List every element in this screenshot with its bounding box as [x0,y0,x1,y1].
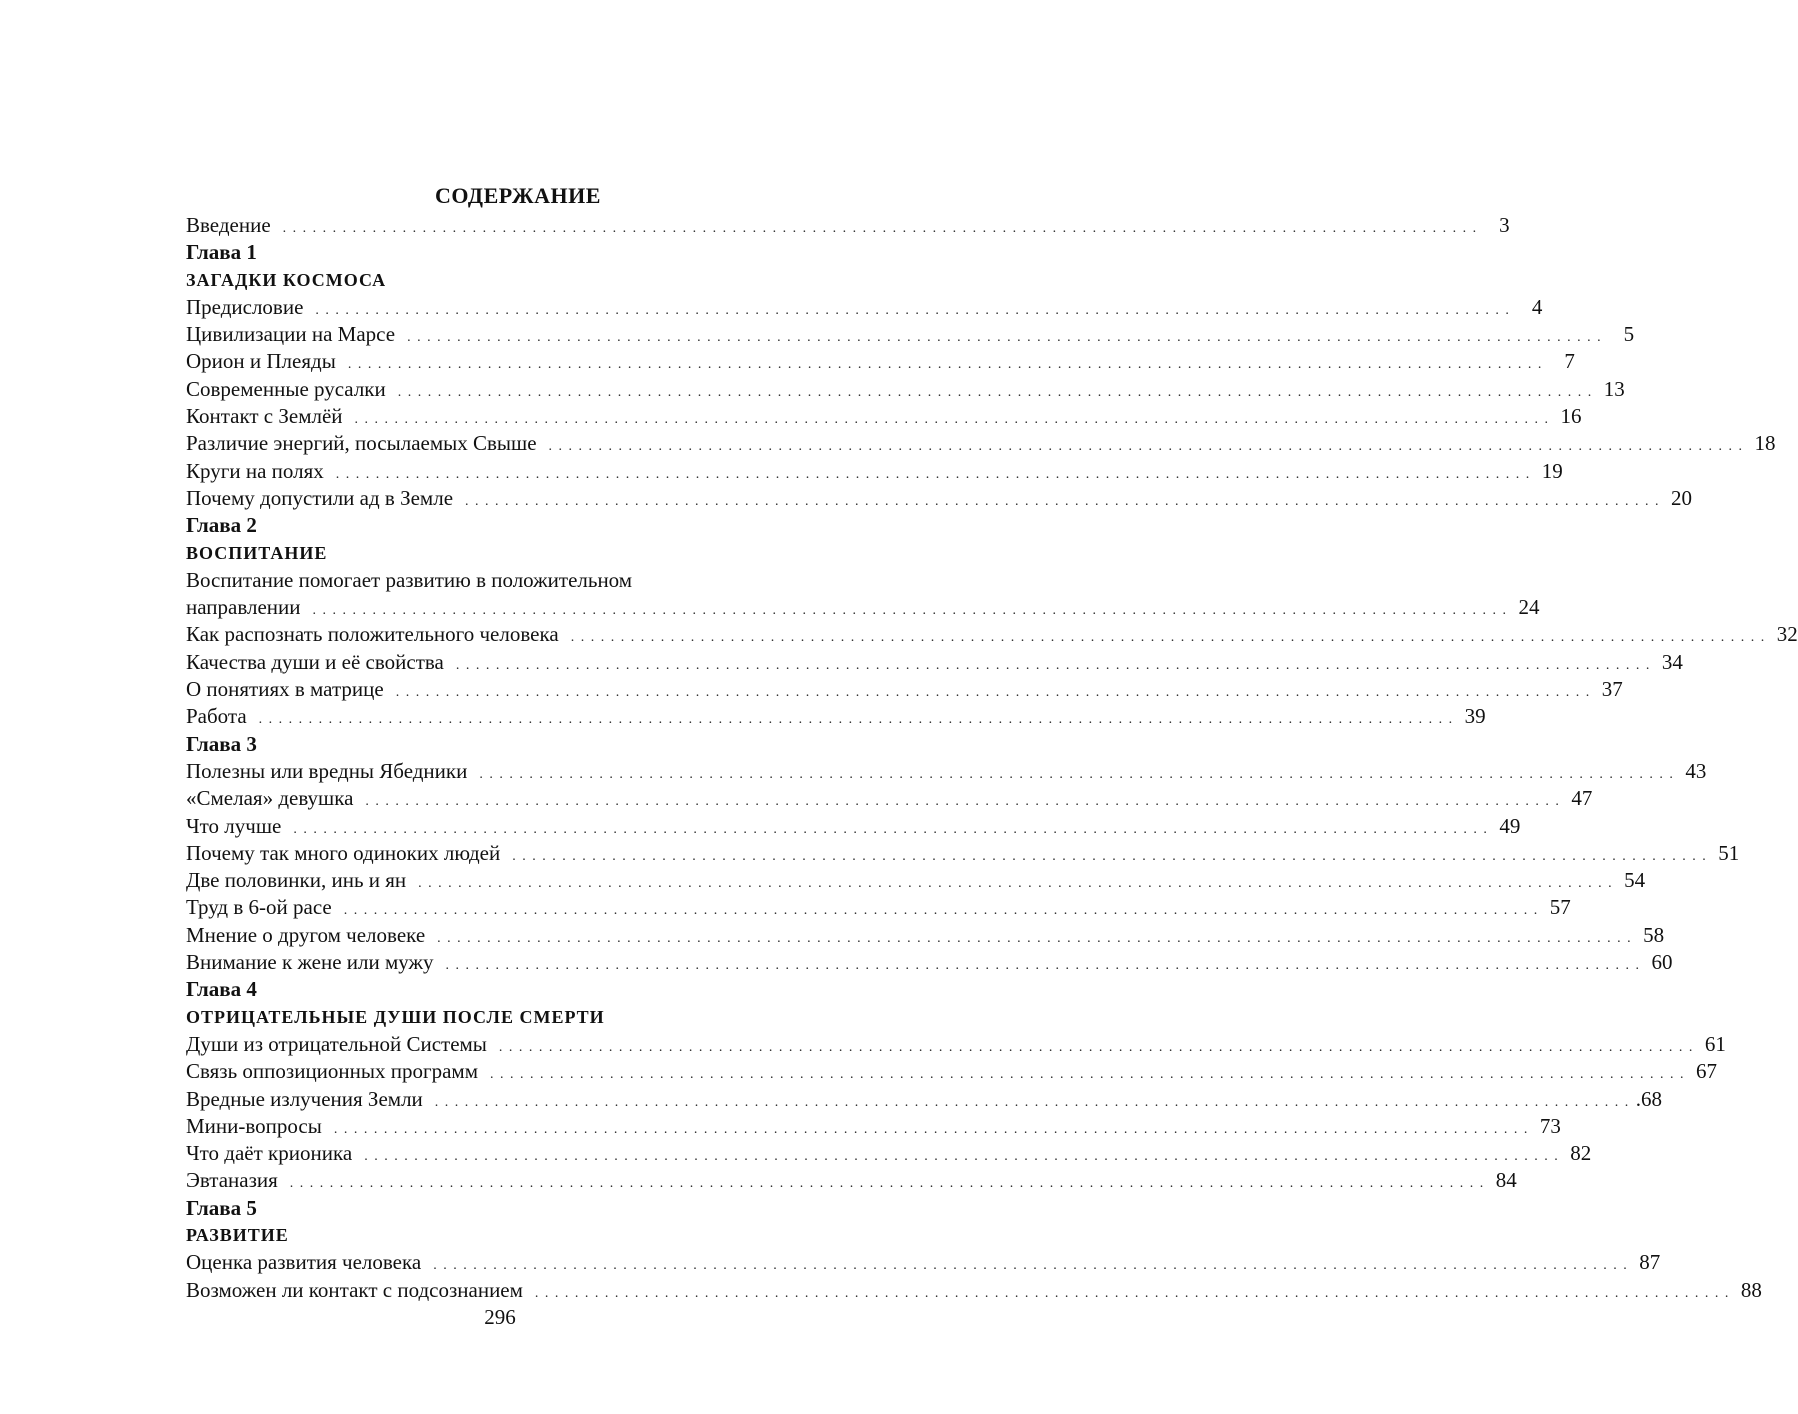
toc-entry-page: 60 [1651,950,1673,975]
toc-entry-label: Круги на полях [186,458,324,483]
toc-entry [186,1167,1517,1194]
toc-entry-page: 47 [1571,786,1593,811]
toc-entry-page: 13 [1603,376,1625,401]
toc-entry-page: 20 [1671,485,1693,510]
toc-entry [186,894,1571,921]
toc-heading: СОДЕРЖАНИЕ [435,183,601,208]
dot-leader: . . . . . . . . . . . . . . . . . . . . . . . . . . . . . . . . . . . . . . . . . . . . . . . . . . . . . . . . . . . . . . . . . . . . . . . . . . . . . . . . . . . . . . . . . . . . . . . . . . . . . . . . . . . . . . . . . . . . . . . . [434,1094,1630,1110]
chapter-heading [186,976,840,1003]
dot-leader: . . . . . . . . . . . . . . . . . . . . . . . . . . . . . . . . . . . . . . . . . . . . . . . . . . . . . . . . . . . . . . . . . . . . . . . . . . . . . . . . . . . . . . . . . . . . . . . . . . . . . . . . . . . . . . . . . . . . . . . . [347,357,1543,373]
toc-entry-label: РАЗВИТИЕ [186,1224,289,1245]
chapter-title [186,540,840,567]
toc-entry [186,594,1540,621]
toc-entry [186,212,1510,239]
dot-leader: . . . . . . . . . . . . . . . . . . . . . . . . . . . . . . . . . . . . . . . . . . . . . . . . . . . . . . . . . . . . . . . . . . . . . . . . . . . . . . . . . . . . . . . . . . . . . . . . . . . . . . . . . . . . . . . . . . . . . . . . [282,221,1478,236]
toc-entry-label: Мнение о другом человеке [186,922,426,947]
toc-entry-page: 7 [1564,349,1575,374]
toc-entry-label: ВОСПИТАНИЕ [186,542,328,563]
toc-entry-label: Мини-вопросы [186,1113,322,1138]
dot-leader: . . . . . . . . . . . . . . . . . . . . . . . . . . . . . . . . . . . . . . . . . . . . . . . . . . . . . . . . . . . . . . . . . . . . . . . . . . . . . . . . . . . . . . . . . . . . . . . . . . . . . . . . . . . . . . . . . . . . . . . . [315,302,1511,318]
dot-leader: . . . . . . . . . . . . . . . . . . . . . . . . . . . . . . . . . . . . . . . . . . . . . . . . . . . . . . . . . . . . . . . . . . . . . . . . . . . . . . . . . . . . . . . . . . . . . . . . . . . . . . . . . . . . . . . . . . . . . . . . [479,766,1675,782]
toc-entry [186,785,1593,812]
dot-leader: . . . . . . . . . . . . . . . . . . . . . . . . . . . . . . . . . . . . . . . . . . . . . . . . . . . . . . . . . . . . . . . . . . . . . . . . . . . . . . . . . . . . . . . . . . . . . . . . . . . . . . . . . . . . . . . . . . . . . . . . [365,794,1561,810]
toc-entry [186,949,1673,976]
toc-entry [186,567,840,594]
toc-entry [186,321,1635,348]
dot-leader: . . . . . . . . . . . . . . . . . . . . . . . . . . . . . . . . . . . . . . . . . . . . . . . . . . . . . . . . . . . . . . . . . . . . . . . . . . . . . . . . . . . . . . . . . . . . . . . . . . . . . . . . . . . . . . . . . . . . . . . . [407,330,1603,346]
toc-entry-page: 18 [1754,431,1776,456]
page-number: 296 [484,1305,516,1329]
table-of-contents [186,180,1798,1304]
toc-entry-label: Контакт с Землёй [186,404,343,429]
toc-entry-page: 16 [1560,404,1582,429]
toc-entry [186,458,1563,485]
toc-entry-page: 49 [1499,813,1521,838]
toc-list [186,212,1798,1304]
toc-entry-label: Почему так много одиноких людей [186,840,501,865]
toc-entry-label: направлении [186,595,301,620]
dot-leader: . . . . . . . . . . . . . . . . . . . . . . . . . . . . . . . . . . . . . . . . . . . . . . . . . . . . . . . . . . . . . . . . . . . . . . . . . . . . . . . . . . . . . . . . . . . . . . . . . . . . . . . . . . . . . . . . . . . . . . . . [445,958,1641,974]
toc-entry [186,1249,1661,1276]
chapter-title [186,1222,840,1249]
toc-entry [186,758,1707,785]
toc-entry-label: Оценка развития человека [186,1250,422,1275]
toc-entry-page: 57 [1549,895,1571,920]
toc-entry [186,813,1521,840]
dot-leader: . . . . . . . . . . . . . . . . . . . . . . . . . . . . . . . . . . . . . . . . . . . . . . . . . . . . . . . . . . . . . . . . . . . . . . . . . . . . . . . . . . . . . . . . . . . . . . . . . . . . . . . . . . . . . . . . . . . . . . . . [343,903,1539,919]
toc-entry [186,922,1665,949]
toc-entry-label: Воспитание помогает развитию в положительном [186,567,633,592]
toc-entry-label: Как распознать положительного человека [186,622,559,647]
toc-entry-page: 3 [1499,213,1510,237]
toc-entry [186,649,1683,676]
toc-entry-page: 67 [1696,1059,1718,1084]
toc-entry-label: Работа [186,704,247,729]
toc-entry-label: Труд в 6-ой расе [186,895,332,920]
toc-entry-page: 34 [1661,649,1683,674]
toc-entry-page: 61 [1704,1031,1726,1056]
toc-entry-page: 19 [1541,458,1563,483]
toc-entry-label: Возможен ли контакт с подсознанием [186,1277,523,1302]
toc-entry-page: 4 [1531,294,1543,319]
toc-entry [186,485,1693,512]
toc-entry-label: Эвтаназия [186,1168,278,1193]
toc-entry [186,1113,1561,1140]
dot-leader: . . . . . . . . . . . . . . . . . . . . . . . . . . . . . . . . . . . . . . . . . . . . . . . . . . . . . . . . . . . . . . . . . . . . . . . . . . . . . . . . . . . . . . . . . . . . . . . . . . . . . . . . . . . . . . . . . . . . . . . . [455,657,1651,673]
dot-leader: . . . . . . . . . . . . . . . . . . . . . . . . . . . . . . . . . . . . . . . . . . . . . . . . . . . . . . . . . . . . . . . . . . . . . . . . . . . . . . . . . . . . . . . . . . . . . . . . . . . . . . . . . . . . . . . . . . . . . . . . [312,603,1508,619]
toc-entry-page: 37 [1601,677,1623,702]
dot-leader: . . . . . . . . . . . . . . . . . . . . . . . . . . . . . . . . . . . . . . . . . . . . . . . . . . . . . . . . . . . . . . . . . . . . . . . . . . . . . . . . . . . . . . . . . . . . . . . . . . . . . . . . . . . . . . . . . . . . . . . . [395,685,1591,701]
toc-entry-label: Две половинки, инь и ян [186,868,407,893]
dot-leader: . . . . . . . . . . . . . . . . . . . . . . . . . . . . . . . . . . . . . . . . . . . . . . . . . . . . . . . . . . . . . . . . . . . . . . . . . . . . . . . . . . . . . . . . . . . . . . . . . . . . . . . . . . . . . . . . . . . . . . . . [333,1121,1529,1137]
dot-leader: . . . . . . . . . . . . . . . . . . . . . . . . . . . . . . . . . . . . . . . . . . . . . . . . . . . . . . . . . . . . . . . . . . . . . . . . . . . . . . . . . . . . . . . . . . . . . . . . . . . . . . . . . . . . . . . . . . . . . . . . [570,630,1766,646]
toc-entry [186,867,1646,894]
chapter-heading [186,1195,840,1222]
toc-entry-label: Полезны или вредны Ябедники [186,758,468,783]
toc-entry-label: Глава 3 [186,731,257,756]
toc-entry-label: Глава 5 [186,1195,257,1220]
dot-leader: . . . . . . . . . . . . . . . . . . . . . . . . . . . . . . . . . . . . . . . . . . . . . . . . . . . . . . . . . . . . . . . . . . . . . . . . . . . . . . . . . . . . . . . . . . . . . . . . . . . . . . . . . . . . . . . . . . . . . . . . [335,466,1531,482]
toc-entry [186,621,1798,648]
toc-entry-page: 54 [1624,868,1646,893]
toc-entry-label: Глава 1 [186,240,257,265]
toc-entry-page: 32 [1776,622,1798,647]
chapter-heading [186,239,840,266]
toc-entry-page: 43 [1685,758,1707,783]
toc-entry-label: Связь оппозиционных программ [186,1059,479,1084]
toc-entry-label: ОТРИЦАТЕЛЬНЫЕ ДУШИ ПОСЛЕ СМЕРТИ [186,1006,605,1027]
toc-entry [186,1058,1718,1085]
dot-leader: . . . . . . . . . . . . . . . . . . . . . . . . . . . . . . . . . . . . . . . . . . . . . . . . . . . . . . . . . . . . . . . . . . . . . . . . . . . . . . . . . . . . . . . . . . . . . . . . . . . . . . . . . . . . . . . . . . . . . . . . [364,1149,1560,1165]
toc-entry [186,840,1740,867]
dot-leader: . . . . . . . . . . . . . . . . . . . . . . . . . . . . . . . . . . . . . . . . . . . . . . . . . . . . . . . . . . . . . . . . . . . . . . . . . . . . . . . . . . . . . . . . . . . . . . . . . . . . . . . . . . . . . . . . . . . . . . . . [433,1258,1629,1274]
toc-entry [186,403,1582,430]
dot-leader: . . . . . . . . . . . . . . . . . . . . . . . . . . . . . . . . . . . . . . . . . . . . . . . . . . . . . . . . . . . . . . . . . . . . . . . . . . . . . . . . . . . . . . . . . . . . . . . . . . . . . . . . . . . . . . . . . . . . . . . . [437,930,1633,946]
chapter-title [186,1004,840,1031]
dot-leader: . . . . . . . . . . . . . . . . . . . . . . . . . . . . . . . . . . . . . . . . . . . . . . . . . . . . . . . . . . . . . . . . . . . . . . . . . . . . . . . . . . . . . . . . . . . . . . . . . . . . . . . . . . . . . . . . . . . . . . . . [512,848,1708,864]
toc-entry-page: 84 [1495,1168,1517,1193]
toc-entry-label: Почему допустили ад в Земле [186,485,454,510]
toc-entry-label: Глава 4 [186,977,257,1002]
toc-entry-page: 88 [1740,1277,1762,1302]
toc-entry-label: «Смелая» девушка [186,786,354,811]
toc-entry-label: О понятиях в матрице [186,677,384,702]
toc-entry [186,1140,1592,1167]
chapter-heading [186,512,840,539]
dot-leader: . . . . . . . . . . . . . . . . . . . . . . . . . . . . . . . . . . . . . . . . . . . . . . . . . . . . . . . . . . . . . . . . . . . . . . . . . . . . . . . . . . . . . . . . . . . . . . . . . . . . . . . . . . . . . . . . . . . . . . . . [498,1039,1694,1055]
toc-entry-page: 82 [1570,1141,1592,1166]
toc-entry-label: Цивилизации на Марсе [186,322,396,347]
toc-entry-page: 39 [1464,704,1486,729]
toc-entry-page: 5 [1623,322,1635,347]
toc-entry-label: ЗАГАДКИ КОСМОСА [186,269,387,290]
toc-entry-label: Различие энергий, посылаемых Свыше [186,431,537,456]
toc-entry [186,1031,1726,1058]
dot-leader: . . . . . . . . . . . . . . . . . . . . . . . . . . . . . . . . . . . . . . . . . . . . . . . . . . . . . . . . . . . . . . . . . . . . . . . . . . . . . . . . . . . . . . . . . . . . . . . . . . . . . . . . . . . . . . . . . . . . . . . . [418,876,1614,892]
chapter-title [186,267,840,294]
toc-entry-page: 58 [1643,922,1665,947]
toc-entry-label: Что лучше [186,813,282,838]
toc-entry-label: Глава 2 [186,513,257,538]
dot-leader: . . . . . . . . . . . . . . . . . . . . . . . . . . . . . . . . . . . . . . . . . . . . . . . . . . . . . . . . . . . . . . . . . . . . . . . . . . . . . . . . . . . . . . . . . . . . . . . . . . . . . . . . . . . . . . . . . . . . . . . . [490,1067,1686,1083]
toc-entry-label: Орион и Плеяды [186,349,336,374]
dot-leader: . . . . . . . . . . . . . . . . . . . . . . . . . . . . . . . . . . . . . . . . . . . . . . . . . . . . . . . . . . . . . . . . . . . . . . . . . . . . . . . . . . . . . . . . . . . . . . . . . . . . . . . . . . . . . . . . . . . . . . . . [293,821,1489,837]
toc-entry [186,1277,1762,1304]
chapter-heading [186,731,840,758]
dot-leader: . . . . . . . . . . . . . . . . . . . . . . . . . . . . . . . . . . . . . . . . . . . . . . . . . . . . . . . . . . . . . . . . . . . . . . . . . . . . . . . . . . . . . . . . . . . . . . . . . . . . . . . . . . . . . . . . . . . . . . . . [258,712,1454,728]
toc-entry [186,430,1776,457]
toc-entry-label: Что даёт крионика [186,1141,353,1166]
dot-leader: . . . . . . . . . . . . . . . . . . . . . . . . . . . . . . . . . . . . . . . . . . . . . . . . . . . . . . . . . . . . . . . . . . . . . . . . . . . . . . . . . . . . . . . . . . . . . . . . . . . . . . . . . . . . . . . . . . . . . . . . [465,493,1661,509]
toc-entry [186,294,1543,321]
toc-entry [186,348,1575,375]
toc-entry-page: 73 [1539,1113,1561,1138]
dot-leader: . . . . . . . . . . . . . . . . . . . . . . . . . . . . . . . . . . . . . . . . . . . . . . . . . . . . . . . . . . . . . . . . . . . . . . . . . . . . . . . . . . . . . . . . . . . . . . . . . . . . . . . . . . . . . . . . . . . . . . . . [289,1176,1485,1192]
toc-entry-label: Вредные излучения Земли [186,1086,423,1111]
toc-entry [186,1086,1663,1113]
toc-entry [186,703,1486,730]
toc-entry-label: Современные русалки [186,376,386,401]
toc-entry-label: Внимание к жене или мужу [186,950,434,975]
dot-leader: . . . . . . . . . . . . . . . . . . . . . . . . . . . . . . . . . . . . . . . . . . . . . . . . . . . . . . . . . . . . . . . . . . . . . . . . . . . . . . . . . . . . . . . . . . . . . . . . . . . . . . . . . . . . . . . . . . . . . . . . [548,439,1744,455]
dot-leader: . . . . . . . . . . . . . . . . . . . . . . . . . . . . . . . . . . . . . . . . . . . . . . . . . . . . . . . . . . . . . . . . . . . . . . . . . . . . . . . . . . . . . . . . . . . . . . . . . . . . . . . . . . . . . . . . . . . . . . . . [354,412,1550,428]
toc-entry-page: .68 [1635,1086,1663,1111]
toc-entry-label: Предисловие [186,294,304,319]
dot-leader: . . . . . . . . . . . . . . . . . . . . . . . . . . . . . . . . . . . . . . . . . . . . . . . . . . . . . . . . . . . . . . . . . . . . . . . . . . . . . . . . . . . . . . . . . . . . . . . . . . . . . . . . . . . . . . . . . . . . . . . . [534,1285,1730,1301]
toc-entry-page: 24 [1518,595,1540,620]
toc-entry-label: Введение [186,213,271,237]
toc-entry [186,676,1623,703]
toc-entry-label: Души из отрицательной Системы [186,1031,487,1056]
toc-entry-page: 51 [1718,840,1740,865]
toc-entry [186,376,1625,403]
dot-leader: . . . . . . . . . . . . . . . . . . . . . . . . . . . . . . . . . . . . . . . . . . . . . . . . . . . . . . . . . . . . . . . . . . . . . . . . . . . . . . . . . . . . . . . . . . . . . . . . . . . . . . . . . . . . . . . . . . . . . . . . [397,384,1593,400]
toc-entry-page: 87 [1639,1250,1661,1275]
toc-entry-label: Качества души и её свойства [186,649,444,674]
